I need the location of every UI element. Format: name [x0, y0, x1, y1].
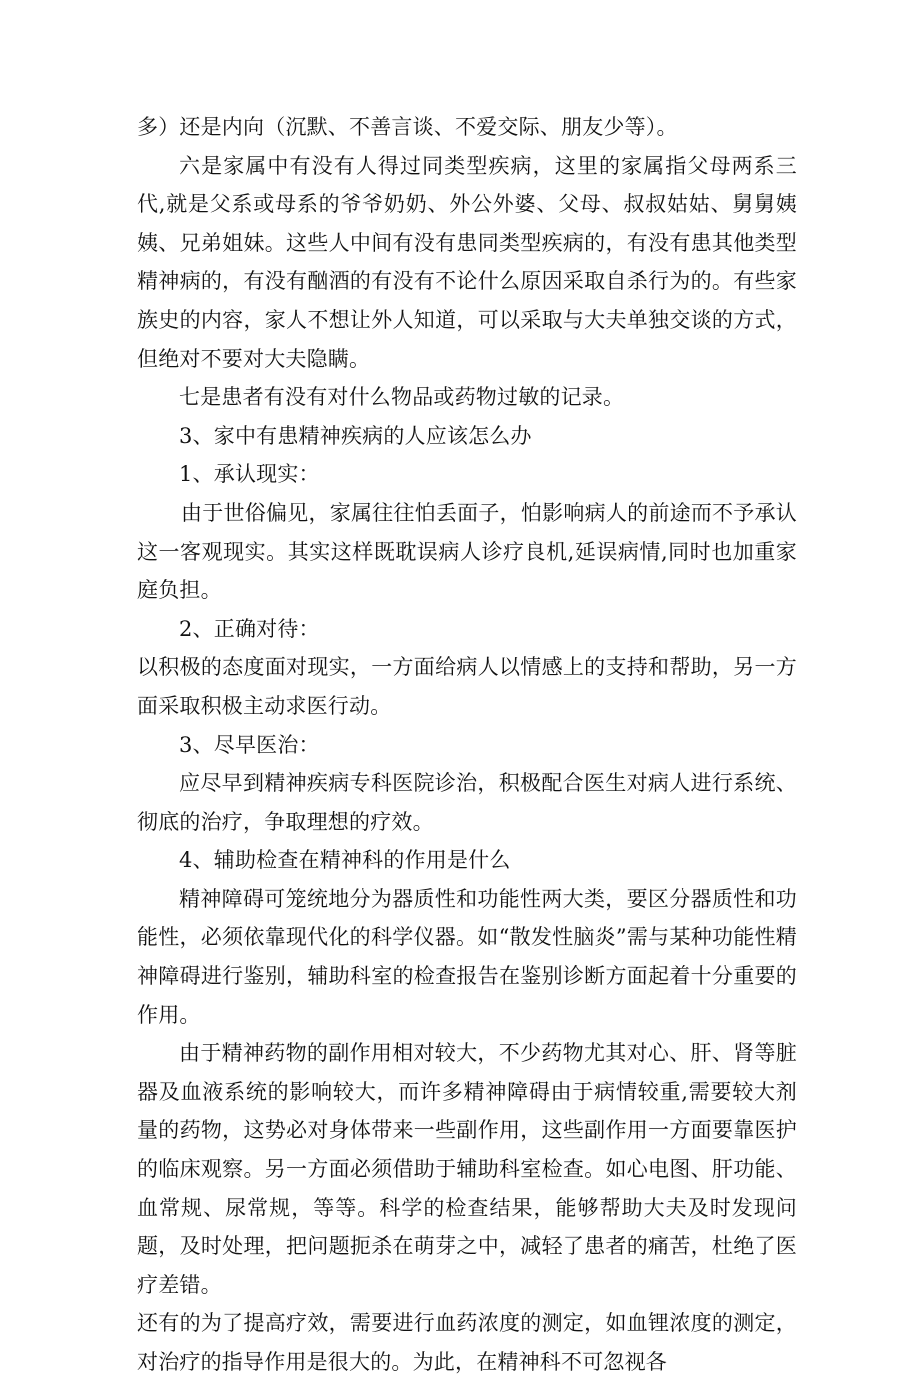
paragraph-personality-end: 多）还是内向（沉默、不善言谈、不爱交际、朋友少等）。	[137, 115, 678, 139]
paragraph-family-history: 六是家属中有没有人得过同类型疾病，这里的家属指父母两系三代,就是父系或母系的爷爷奶奶、外公外婆、父母、叔叔姑姑、舅舅姨姨、兄弟姐妹。这些人中间有没有患同类型疾病的，有没有患其他类型精神病的，有没有酗酒的有没有不论什么原因采取自杀行为的。有些家族史的内容，家人不想让外人知道，可以采取与大夫单独交谈的方式，但绝对不要对大夫隐瞒。	[137, 153, 797, 371]
heading-section-3: 3、家中有患精神疾病的人应该怎么办	[179, 423, 532, 448]
paragraph-correct-treatment: 以积极的态度面对现实，一方面给病人以情感上的支持和帮助，另一方面采取积极主动求医行动。	[137, 655, 797, 718]
paragraph-drug-side-effects: 由于精神药物的副作用相对较大，不少药物尤其对心、肝、肾等脏器及血液系统的影响较大，而许多精神障碍由于病情较重,需要较大剂量的药物，这势必对身体带来一些副作用，这些副作用一方面要靠医护的临床观察。另一方面必须借助于辅助科室检查。如心电图、肝功能、血常规、尿常规，等等。科学的检查结果，能够帮助大夫及时发现问题，及时处理，把问题扼杀在萌芽之中，减轻了患者的痛苦，杜绝了医疗差错。	[137, 1041, 797, 1297]
document-body	[137, 108, 797, 1382]
paragraph-early-treatment: 应尽早到精神疾病专科医院诊治，积极配合医生对病人进行系统、彻底的治疗，争取理想的疗效。	[137, 771, 797, 834]
subheading-early-treatment: 3、尽早医治：	[179, 732, 320, 757]
paragraph-accept-reality: 由于世俗偏见，家属往往怕丢面子，怕影响病人的前途而不予承认这一客观现实。其实这样既耽误病人诊疗良机,延误病情,同时也加重家庭负担。	[137, 500, 797, 603]
paragraph-blood-concentration: 还有的为了提高疗效，需要进行血药浓度的测定，如血锂浓度的测定，对治疗的指导作用是很大的。为此，在精神科不可忽视各	[137, 1311, 797, 1374]
subheading-accept-reality: 1、承认现实：	[179, 462, 320, 487]
paragraph-auxiliary-exam: 精神障碍可笼统地分为器质性和功能性两大类，要区分器质性和功能性，必须依靠现代化的科学仪器。如“散发性脑炎”需与某种功能性精神障碍进行鉴别，辅助科室的检查报告在鉴别诊断方面起着十分重要的作用。	[137, 886, 797, 1027]
heading-section-4: 4、辅助检查在精神科的作用是什么	[179, 848, 511, 873]
paragraph-allergy: 七是患者有没有对什么物品或药物过敏的记录。	[179, 385, 625, 410]
subheading-correct-treatment: 2、正确对待：	[179, 616, 320, 641]
